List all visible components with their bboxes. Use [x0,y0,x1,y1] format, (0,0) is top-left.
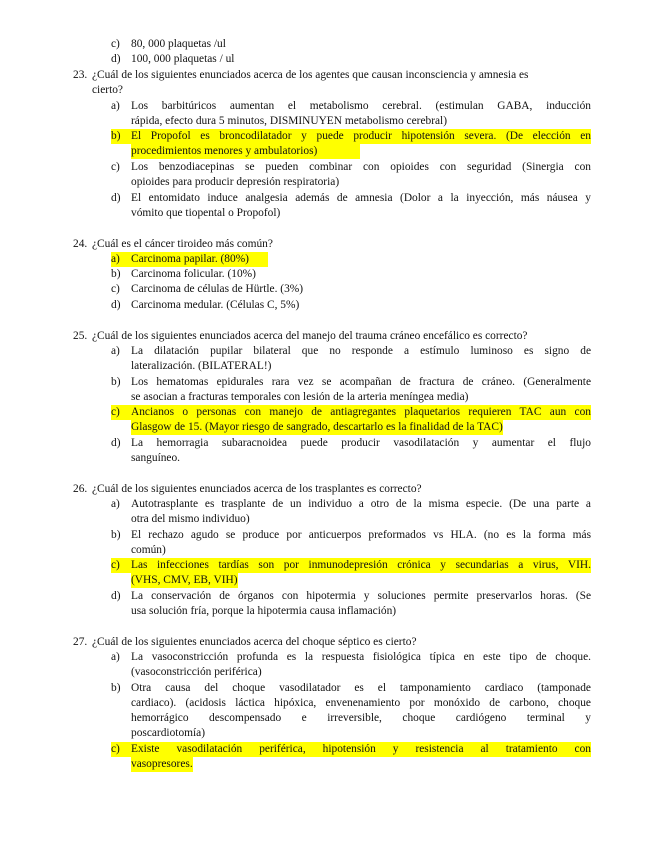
question-stem: ¿Cuál de los siguientes enunciados acerca de los agentes que causan inconsciencia y amnesia es [92,69,529,81]
option-text: Otra causa del choque vasodilatador es el tamponamiento cardiaco (tamponade [131,682,591,694]
option-text: Carcinoma folicular. (10%) [131,268,256,280]
question-stem: ¿Cuál de los siguientes enunciados acerca de los trasplantes es correcto? [92,483,422,495]
option-text: La conservación de órganos con hipotermia y soluciones permite preservarlos horas. (Se [131,590,591,602]
option-letter: a) [111,651,120,663]
option-letter: b) [111,682,121,694]
option-text: usa solución fría, porque la hipotermia causa inflamación) [131,605,397,617]
question-number: 25. [73,330,88,342]
option-letter: b) [111,376,121,388]
option-letter: a) [111,345,120,357]
correct-option-text: Carcinoma papilar. (80%) [131,253,249,265]
option-letter: c) [111,161,120,173]
correct-option-text: Ancianos o personas con manejo de antiagregantes plaquetarios requieren TAC aun con [131,406,591,418]
option-text: El rechazo agudo se produce por anticuerpos preformados vs HLA. (no es la forma más [131,529,591,541]
option-letter: c) [111,283,120,295]
option-letter: d) [111,437,121,449]
option-letter: a) [111,100,120,112]
question-number: 23. [73,69,88,81]
option-text: Carcinoma de células de Hürtle. (3%) [131,283,304,295]
option-text: La dilatación pupilar bilateral que no responde a estímulo luminoso es signo de [131,345,591,357]
correct-option-text: Las infecciones tardías son por inmunodepresión crónica y secundarias a virus, VIH. [131,559,591,571]
option-text: vómito que tiopental o Propofol) [131,207,281,219]
correct-option-text: El Propofol es broncodilatador y puede producir hipotensión severa. (De elección en [131,130,591,142]
carry-over-letter: d) [111,53,121,65]
option-letter: d) [111,590,121,602]
option-text: Carcinoma medular. (Células C, 5%) [131,299,300,311]
option-text: Los benzodiacepinas se pueden combinar con opioides con seguridad (Sinergia con [131,161,591,173]
carry-over-text: 100, 000 plaquetas / ul [131,53,235,65]
option-text: lateralización. (BILATERAL!) [131,360,272,372]
option-letter: c) [111,559,120,571]
option-text: Los barbitúricos aumentan el metabolismo cerebral. (estimulan GABA, inducción [131,100,591,112]
correct-option-text: Glasgow de 15. (Mayor riesgo de sangrado, descartarlo es la finalidad de la TAC) [131,421,503,433]
correct-option-text: (VHS, CMV, EB, VIH) [131,574,238,586]
option-letter: b) [111,268,121,280]
option-letter: a) [111,498,120,510]
option-text: rápida, efecto dura 5 minutos, DISMINUYEN metabolismo cerebral) [131,115,447,127]
option-text: opioides para producir depresión respiratoria) [131,176,340,188]
question-stem: cierto? [92,84,123,96]
question-number: 24. [73,238,88,250]
option-text: se asocian a fracturas temporales con lesión de la arteria meníngea media) [131,391,469,403]
question-number: 26. [73,483,88,495]
option-text: La vasoconstricción profunda es la respuesta fisiológica típica en este tipo de choque. [131,651,591,663]
question-stem: ¿Cuál de los siguientes enunciados acerca del choque séptico es cierto? [92,636,417,648]
question-stem: ¿Cuál de los siguientes enunciados acerca del manejo del trauma cráneo encefálico es correcto? [92,330,528,342]
option-letter: b) [111,529,121,541]
option-letter: d) [111,299,121,311]
option-text: La hemorragia subaracnoidea puede producir vasodilatación y aumentar el flujo [131,437,591,449]
option-letter: c) [111,743,120,755]
question-stem: ¿Cuál es el cáncer tiroideo más común? [92,238,273,250]
option-text: otra del mismo individuo) [131,513,250,525]
option-text: El entomidato induce analgesia además de amnesia (Dolor a la inyección, más náusea y [131,192,591,204]
carry-over-letter: c) [111,38,120,50]
option-text: sanguíneo. [131,452,181,464]
option-text: Autotrasplante es trasplante de un individuo a otro de la misma especie. (De una parte a [131,498,591,510]
option-text: poscardiotomía) [131,727,206,739]
option-text: cardiaco). (acidosis láctica hipóxica, envenenamiento por monóxido de carbono, choque [131,697,591,709]
option-text: (vasoconstricción periférica) [131,666,262,678]
option-letter: b) [111,130,121,142]
correct-option-text: procedimientos menores y ambulatorios) [131,144,360,159]
correct-option-text: vasopresores. [131,758,193,770]
option-text: común) [131,544,166,556]
option-letter: d) [111,192,121,204]
option-text: Los hematomas epidurales rara vez se acompañan de fractura de cráneo. (Generalmente [131,376,591,388]
question-number: 27. [73,636,88,648]
option-letter: a) [111,253,120,265]
option-text: hemorrágico descompensado e irreversible, choque cardiógeno terminal y [131,712,591,724]
carry-over-text: 80, 000 plaquetas /ul [131,38,226,50]
correct-option-text: Existe vasodilatación periférica, hipotensión y resistencia al tratamiento con [131,743,591,755]
option-letter: c) [111,406,120,418]
